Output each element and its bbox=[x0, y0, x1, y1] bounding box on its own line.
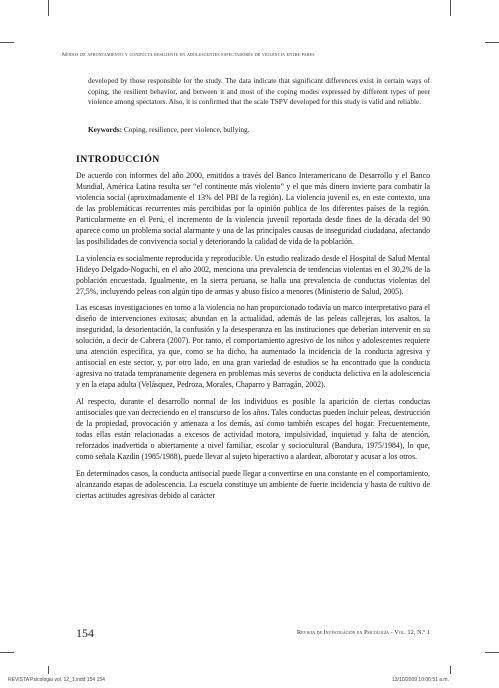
crop-mark bbox=[485, 42, 499, 43]
print-slug-left: REVISTA Psicologia vol. 12_1.indd 154 154 bbox=[8, 677, 105, 683]
paragraph: Al respecto, durante el desarrollo normal de los individuos es posible la aparición de ciertas conductas antisociales que van decreciendo en el transcurso de los años. Tales conductas pueden incluir peleas, destrucción de la propiedad, provocación y amenaza a los demás, así como también escapes del hogar. Frecuentemente, todas ellas están relacionadas a excesos de actividad motora, impulsividad, inquietud y falta de atención, reforzados inadvertida o abiertamente a nivel familiar, escolar y sociocultural (Bandura, 1975/1984), lo que, como señala Kazdin (1985/1988), puede llevar al sujeto hiperactivo a alardear, alborotar y acusar a los otros. bbox=[76, 397, 430, 461]
crop-mark bbox=[48, 666, 49, 674]
paragraph: La violencia es socialmente reproducida y reproducible. Un estudio realizado desde el Hospital de Salud Mental Hideyo Delgado-Noguchi, en el año 2002, menciona una prevalencia de tendencias violentas en el 30,2% de la población encuestada. Igualmente, en la sierra peruana, se halla una prevalencia de conductas violentas del 27,5%, incluyendo peleas con algún tipo de armas y abuso físico a menores (Ministerio de Salud, 2005). bbox=[76, 253, 430, 296]
section-title: INTRODUCCIÓN bbox=[76, 154, 160, 165]
paragraph: En determinados casos, la conducta antisocial puede llegar a convertirse en una constante en el comportamiento, alcanzando etapas de adolescencia. La escuela constituye un ambiente de fuerte incidencia y hasta de cultivo de ciertas actitudes agresivas debido al carácter bbox=[76, 468, 430, 500]
paragraph: De acuerdo con informes del año 2000, emitidos a través del Banco Interamericano de Desarrollo y el Banco Mundial, América Latina resulta ser “el continente más violento” y el que más dinero invierte para combatir la violencia social (aproximadamente el 13% del PBI de la región). La violencia juvenil es, en este contexto, una de las problemáticas recurrentes más percibidas por la opinión publica de los diferentes países de la región. Particularmente en el Perú, el incremento de la violencia juvenil reportada desde fines de la década del 90 aparece como un problema social alarmante y una de las principales causas de inseguridad ciudadana, afectando las posibilidades de convivencia social y deteriorando la calidad de vida de la población. bbox=[76, 171, 430, 246]
keywords-label: Keywords: bbox=[88, 125, 123, 134]
abstract bbox=[88, 76, 430, 108]
crop-mark bbox=[48, 0, 49, 16]
crop-mark bbox=[485, 652, 499, 653]
abstract-text: developed by those responsible for the study. The data indicate that significant differences exist in certain ways of coping, the resilient behavior, and between it and most of the coping modes expressed by different types of peer violence among spectators. Also, it is confirmed that the scale TSPV developed for this study is valid and reliable. bbox=[88, 76, 430, 107]
crop-mark bbox=[0, 42, 14, 43]
keywords bbox=[88, 125, 430, 134]
body-text bbox=[76, 171, 430, 508]
journal-footer: Revista de Investigación en Psicología - Vol. 12, N.º 1 bbox=[296, 629, 430, 636]
crop-mark bbox=[450, 666, 451, 674]
crop-mark bbox=[450, 0, 451, 16]
crop-mark bbox=[0, 652, 14, 653]
print-slug-right: 13/10/2009 10:06:51 a.m. bbox=[392, 677, 449, 683]
keywords-text: Coping, resilience, peer violence, bullying. bbox=[123, 125, 250, 134]
page-number: 154 bbox=[76, 626, 94, 640]
running-head: Modos de afrontamiento y conducta resiliente en adolescentes espectadores de violencia entre pares bbox=[62, 52, 315, 58]
paragraph: Las escasas investigaciones en torno a la violencia no han proporcionado todavía un marco interpretativo para el diseño de intervenciones exitosas; abundan en la actualidad, además de las peleas callejeras, los asaltos, la inseguridad, la desorientación, la confusión y la desesperanza en las instituciones que deberían intervenir en su solución, a decir de Cabrera (2007). Por tanto, el comportamiento agresivo de los niños y adolescentes requiere una atención específica, ya que, como se ha dicho, ha aumentado la incidencia de la conducta agresiva y antisocial en este sector, y, por otro lado, en una gran variedad de estudios se ha encontrado que la conducta agresiva no tratada tempranamente degenera en problemas más severos de conducta delictiva en la adolescencia y en la etapa adulta (Velásquez, Pedroza, Morales, Chaparro y Barragán, 2002). bbox=[76, 303, 430, 390]
